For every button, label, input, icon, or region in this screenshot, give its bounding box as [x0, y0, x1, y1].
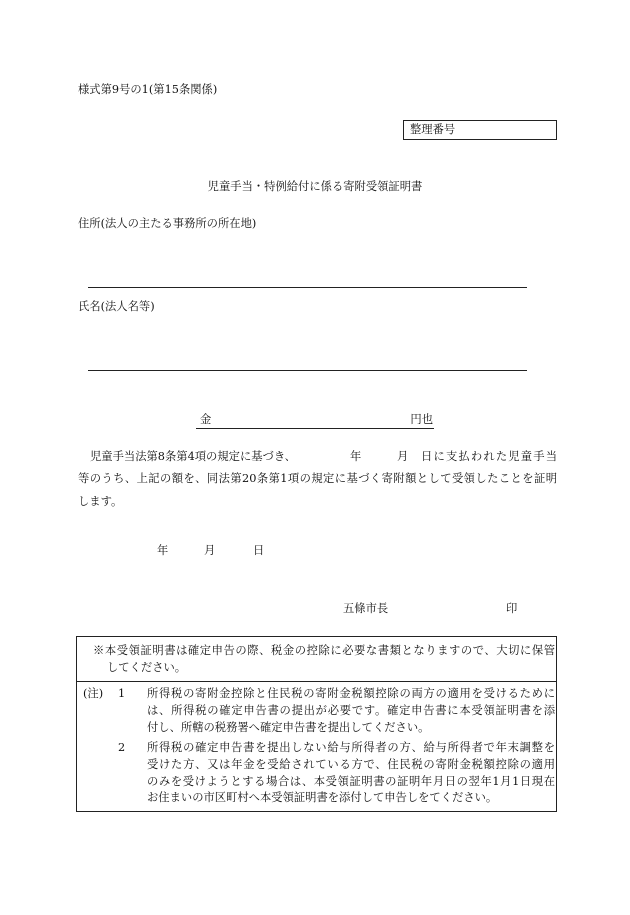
note-number: 1 — [118, 687, 126, 700]
amount-prefix: 金 — [200, 413, 212, 426]
note-line: 付し、所轄の税務署へ確定申告書を提出してください。 — [147, 721, 430, 734]
note-line: 受けた方、又は年金を受給されている方で、住民税の寄附金税額控除の適用 — [147, 758, 555, 771]
document-title: 児童手当・特例給付に係る寄附受領証明書 — [207, 180, 423, 193]
form-number: 様式第9号の1(第15条関係) — [78, 83, 218, 96]
statement-line: 児童手当法第8条第4項の規定に基づき、 — [90, 450, 296, 463]
issuer-title: 五條市長 — [343, 602, 389, 615]
reference-number-label: 整理番号 — [410, 123, 456, 136]
statement-year-label: 年 — [350, 450, 362, 463]
issue-date-day: 日 — [253, 544, 265, 557]
note-line: は、所得税の確定申告書の提出が必要です。確定申告書に本受領証明書を添 — [147, 704, 555, 717]
address-fill-line — [88, 287, 527, 288]
note-line: のみを受けようとする場合は、本受領証明書の証明年月日の翌年1月1日現在 — [147, 775, 555, 788]
note-line: 所得税の寄附金控除と住民税の寄附金税額控除の両方の適用を受けるために — [147, 687, 555, 700]
statement-month-label: 月 — [397, 450, 409, 463]
name-fill-line — [88, 370, 527, 371]
note-line: お住まいの市区町村へ本受領証明書を添付して申告しをてください。 — [147, 791, 498, 804]
notes-label: (注) — [83, 687, 104, 700]
notice-line: してください。 — [107, 661, 187, 674]
address-label: 住所(法人の主たる事務所の所在地) — [78, 217, 257, 230]
notice-line: ※本受領証明書は確定申告の際、税金の控除に必要な書類となりますので、大切に保管 — [93, 644, 555, 657]
seal-mark: 印 — [506, 602, 518, 615]
name-label: 氏名(法人名等) — [78, 300, 155, 313]
amount-field — [196, 413, 434, 429]
reference-number-box — [403, 120, 557, 140]
statement-line: 日に支払われた児童手当 — [421, 450, 557, 463]
notice-divider — [77, 681, 556, 682]
note-number: 2 — [118, 741, 126, 754]
amount-suffix: 円也 — [410, 413, 433, 426]
issue-date-year: 年 — [157, 544, 169, 557]
issue-date-month: 月 — [204, 544, 216, 557]
note-line: 所得税の確定申告書を提出しない給与所得者の方、給与所得者で年末調整を — [147, 741, 555, 754]
notice-box — [76, 636, 557, 812]
statement-line: 等のうち、上記の額を、同法第20条第1項の規定に基づく寄附額として受領したことを証明 — [78, 472, 557, 485]
statement-line: します。 — [78, 495, 123, 508]
